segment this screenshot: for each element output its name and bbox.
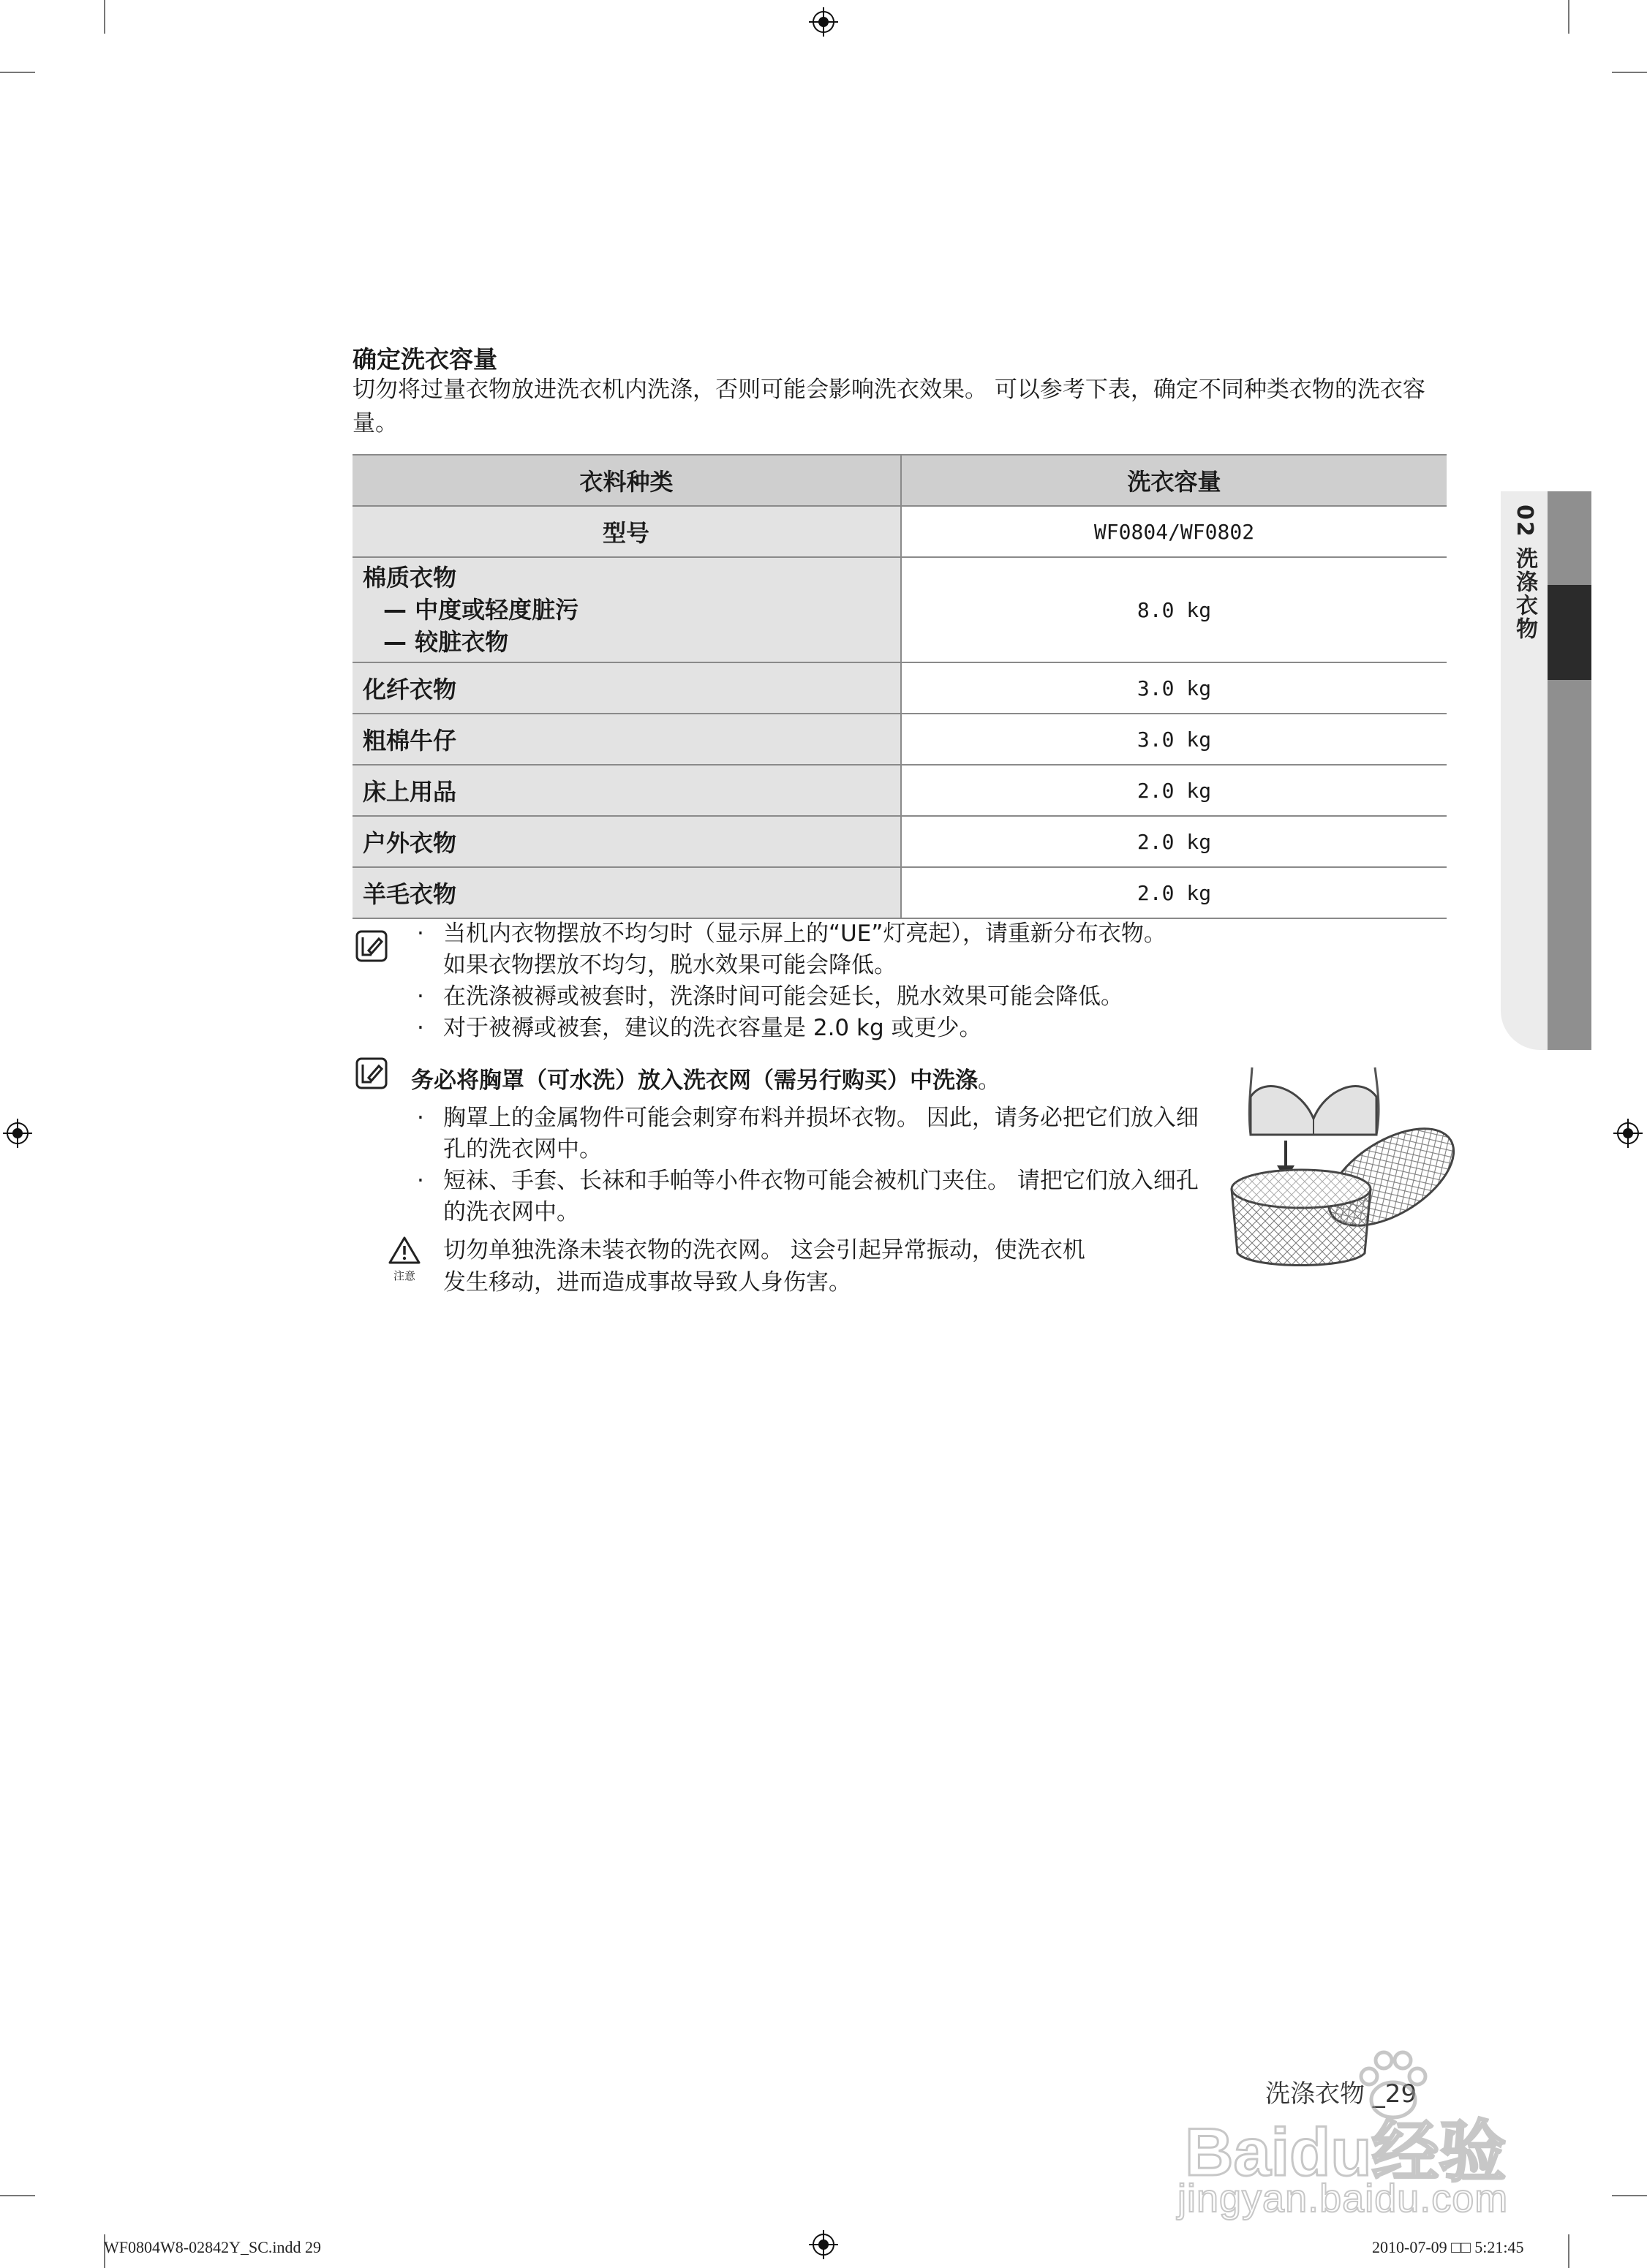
- print-footer-timestamp: 2010-07-09 □□ 5:21:45: [1372, 2238, 1524, 2256]
- header-capacity: 洗衣容量: [901, 455, 1447, 506]
- registration-mark-icon: [809, 2230, 838, 2259]
- note1-item: [417, 918, 1441, 950]
- registration-mark-icon: [1613, 1119, 1643, 1148]
- watermark-brand: Baidu经验: [1185, 2115, 1507, 2190]
- crop-mark: [0, 2195, 35, 2196]
- cotton-label-cell: [353, 557, 901, 662]
- header-fabric-type: 衣料种类: [353, 455, 901, 506]
- note-icon: [355, 930, 388, 962]
- note1-text: 当机内衣物摆放不均匀时（显示屏上的“UE”灯亮起），请重新分布衣物。: [443, 921, 1167, 947]
- model-label: 型号: [353, 506, 901, 557]
- table-header-row: [353, 455, 1447, 506]
- side-tab-label: 02 洗涤衣物: [1512, 504, 1537, 641]
- row-value: 2.0 kg: [901, 816, 1447, 867]
- note1-text: 在洗涤被褥或被套时，洗涤时间可能会延长，脱水效果可能会降低。: [443, 983, 1123, 1010]
- note2-heading-end: 。: [978, 1067, 1000, 1094]
- section-title: 确定洗衣容量: [353, 345, 497, 374]
- cotton-sub-heavy: — 较脏衣物: [383, 628, 509, 656]
- note-icon: [355, 1057, 388, 1089]
- crop-mark: [1568, 2234, 1569, 2268]
- crop-mark: [0, 72, 35, 73]
- note2-list: [417, 1103, 1199, 1228]
- note1-text: 对于被褥或被套，建议的洗衣容量是 2.0 kg 或更少。: [443, 1015, 982, 1041]
- row-value: 2.0 kg: [901, 867, 1447, 918]
- row-label: 羊毛衣物: [353, 867, 901, 918]
- side-tab-highlight: [1548, 585, 1591, 680]
- page-footer: 洗涤衣物 _29: [1265, 2079, 1417, 2109]
- caution-line: 切勿单独洗涤未装衣物的洗衣网。 这会引起异常振动，使洗衣机: [443, 1237, 1085, 1263]
- registration-mark-icon: [3, 1119, 32, 1148]
- caution-line: 发生移动，进而造成事故导致人身伤害。: [443, 1269, 851, 1296]
- note2-text: 胸罩上的金属物件可能会刺穿布料并损坏衣物。 因此，请务必把它们放入细孔的洗衣网中。: [443, 1105, 1199, 1163]
- print-footer-file: WF0804W8-02842Y_SC.indd 29: [104, 2238, 321, 2256]
- section-intro: 切勿将过量衣物放进洗衣机内洗涤，否则可能会影响洗衣效果。 可以参考下表，确定不同种类衣物的洗衣容量。: [353, 377, 1425, 436]
- row-value: 2.0 kg: [901, 765, 1447, 816]
- note2-heading-text: 务必将胸罩（可水洗）放入洗衣网（需另行购买）中洗涤: [411, 1067, 978, 1094]
- row-label: 化纤衣物: [353, 662, 901, 714]
- capacity-table: [353, 454, 1447, 919]
- bullet-dot: ·: [417, 1015, 424, 1041]
- note1-item: [417, 1013, 1441, 1044]
- note1-list: [417, 918, 1441, 1044]
- bullet-dot: ·: [417, 1105, 424, 1131]
- table-row: [353, 816, 1447, 867]
- bra-laundry-net-illustration: [1221, 1046, 1455, 1272]
- row-label: 床上用品: [353, 765, 901, 816]
- watermark-url: jingyan.baidu.com: [1177, 2177, 1509, 2220]
- cotton-value: 8.0 kg: [901, 557, 1447, 662]
- model-value: WF0804/WF0802: [901, 506, 1447, 557]
- note2-text: 短袜、手套、长袜和手帕等小件衣物可能会被机门夹住。 请把它们放入细孔的洗衣网中。: [443, 1168, 1199, 1225]
- note1-item: [417, 981, 1441, 1013]
- note1-text: 如果衣物摆放不均匀，脱水效果可能会降低。: [443, 952, 897, 978]
- cotton-label: 棉质衣物: [363, 564, 457, 591]
- crop-mark: [1612, 72, 1647, 73]
- table-row: [353, 662, 1447, 714]
- row-label: 粗棉牛仔: [353, 714, 901, 765]
- note2-item: [417, 1165, 1199, 1228]
- table-row: [353, 714, 1447, 765]
- table-row-model: [353, 506, 1447, 557]
- registration-mark-icon: [809, 7, 838, 37]
- note2-heading: [411, 1062, 1000, 1095]
- note2-item: [417, 1103, 1199, 1165]
- caution-icon-label: 注意: [393, 1269, 416, 1282]
- caution-text: [443, 1234, 1204, 1299]
- table-row-cotton: [353, 557, 1447, 662]
- row-label: 户外衣物: [353, 816, 901, 867]
- side-tab-bar: [1548, 491, 1591, 1050]
- crop-mark: [104, 0, 105, 34]
- cotton-sub-light: — 中度或轻度脏污: [383, 596, 579, 624]
- bullet-dot: ·: [417, 1168, 424, 1194]
- row-value: 3.0 kg: [901, 714, 1447, 765]
- caution-icon: [388, 1236, 421, 1265]
- table-row: [353, 867, 1447, 918]
- crop-mark: [1612, 2195, 1647, 2196]
- bullet-dot: ·: [417, 983, 424, 1010]
- note1-item-continued: [417, 950, 1441, 981]
- row-value: 3.0 kg: [901, 662, 1447, 714]
- bullet-dot: ·: [417, 921, 424, 947]
- table-row: [353, 765, 1447, 816]
- baidu-watermark: [1170, 2033, 1580, 2220]
- crop-mark: [1568, 0, 1569, 34]
